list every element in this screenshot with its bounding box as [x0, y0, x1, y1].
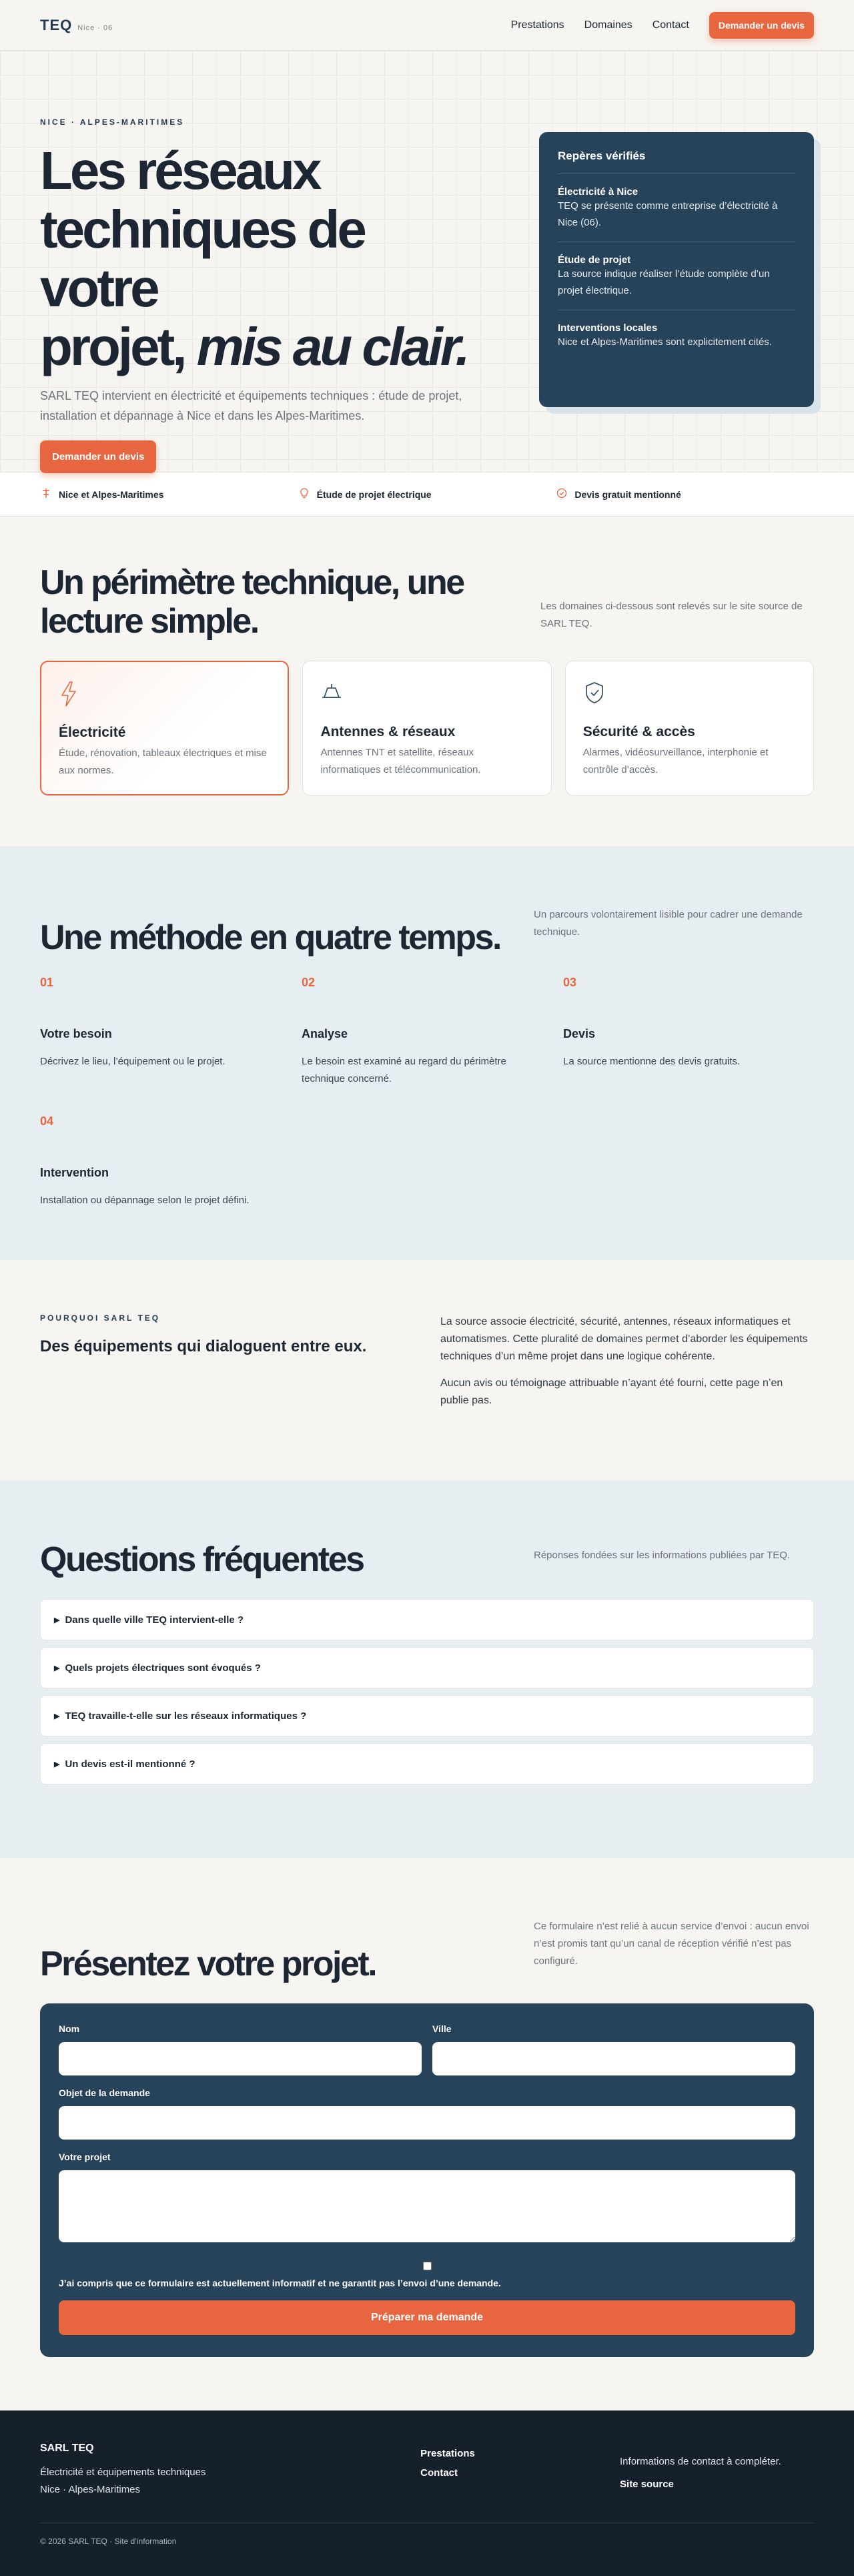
antenna-icon	[320, 680, 533, 707]
verified-facts-card	[539, 132, 814, 407]
faq-title: Questions fréquentes	[40, 1540, 364, 1579]
consent-text: J’ai compris que ce formulaire est actuellement informatif et ne garantit pas l’envoi d’une demande.	[59, 2278, 501, 2288]
faq-question-text: Un devis est-il mentionné ?	[65, 1758, 195, 1770]
caret-right-icon: ▶	[54, 1712, 60, 1720]
step-title: Intervention	[40, 1166, 109, 1179]
shield-check-icon	[583, 680, 796, 707]
caret-right-icon: ▶	[54, 1760, 60, 1768]
strip-item-quote	[556, 488, 814, 501]
contact-section	[0, 1858, 854, 2410]
subject-field-group	[59, 2087, 795, 2140]
why-body	[440, 1313, 814, 1480]
card-text: Antennes TNT et satellite, réseaux informatiques et télécommunication.	[320, 747, 481, 775]
consent-checkbox[interactable]	[423, 2262, 432, 2270]
footer-columns	[40, 2443, 814, 2499]
contact-title: Présentez votre projet.	[40, 1945, 376, 1983]
faq-question-text: Quels projets électriques sont évoqués ?	[65, 1662, 261, 1674]
step-number: 02	[302, 976, 316, 989]
footer-contact-note: Informations de contact à compléter.	[620, 2456, 781, 2467]
lightbulb-icon	[298, 488, 310, 501]
nav-link-contact[interactable]: Contact	[652, 19, 689, 31]
footer-link-prestations[interactable]: Prestations	[420, 2448, 475, 2459]
fact-title: Étude de projet	[558, 254, 631, 266]
why-intro	[40, 1313, 414, 1480]
project-textarea[interactable]	[59, 2170, 795, 2242]
domains-title: Un périmètre technique, une lecture simple.	[40, 563, 464, 641]
brand-logo[interactable]	[40, 17, 113, 34]
card-text: Étude, rénovation, tableaux électriques et mise aux normes.	[59, 747, 267, 776]
faq-section	[0, 1480, 854, 1858]
project-label: Votre projet	[59, 2152, 111, 2162]
why-paragraph: Aucun avis ou témoignage attribuable n’ayant été fourni, cette page n’en publie pas.	[440, 1377, 783, 1406]
nav-link-domaines[interactable]: Domaines	[584, 19, 632, 31]
project-field-group	[59, 2152, 795, 2246]
contact-note: Ce formulaire n’est relié à aucun service d’envoi : aucun envoi n’est promis tant qu’un canal de réception vérifié n’est pas configuré.	[534, 1921, 809, 1967]
lightning-icon	[59, 681, 270, 707]
card-text: Alarmes, vidéosurveillance, interphonie et contrôle d’accès.	[582, 747, 769, 775]
caret-right-icon: ▶	[54, 1664, 60, 1672]
faq-note: Réponses fondées sur les informations publiées par TEQ.	[534, 1550, 791, 1561]
domain-card-securite[interactable]	[565, 661, 814, 795]
faq-header	[40, 1540, 814, 1579]
site-header	[0, 0, 854, 51]
footer-info-column	[620, 2443, 814, 2499]
hero-lead: SARL TEQ intervient en électricité et équipements techniques : étude de projet, installation et dépannage à Nice et dans les Alpes-Maritimes.	[40, 389, 462, 422]
fact-text: TEQ se présente comme entreprise d’électricité à Nice (06).	[558, 200, 778, 228]
method-note: Un parcours volontairement lisible pour cadrer une demande technique.	[534, 909, 803, 938]
faq-question[interactable]	[40, 1743, 814, 1785]
method-title: Une méthode en quatre temps.	[40, 918, 500, 957]
header-quote-button[interactable]: Demander un devis	[709, 12, 814, 39]
fact-text: La source indique réaliser l’étude complète d’un projet électrique.	[558, 268, 770, 296]
city-label: Ville	[432, 2023, 452, 2034]
step-number: 03	[563, 976, 577, 989]
domain-cards	[40, 661, 814, 795]
domain-card-electricite[interactable]	[40, 661, 289, 795]
footer-copyright: © 2026 SARL TEQ · Site d’information	[40, 2523, 814, 2546]
main-nav	[511, 12, 814, 39]
footer-source-link[interactable]: Site source	[620, 2479, 674, 2490]
strip-item-study	[298, 488, 556, 501]
footer-brand: SARL TEQ	[40, 2443, 94, 2454]
caret-right-icon: ▶	[54, 1616, 60, 1624]
why-section	[0, 1260, 854, 1480]
hero-content	[40, 117, 480, 472]
card-title: Sécurité & accès	[582, 724, 695, 739]
hero-title-line-2: techniques de votre	[40, 200, 364, 318]
method-header	[40, 906, 814, 957]
card-title: Antennes & réseaux	[320, 724, 456, 739]
hero-title	[40, 141, 480, 376]
domain-card-antennes[interactable]	[302, 661, 551, 795]
fact-item	[558, 310, 795, 361]
brand-name: TEQ	[40, 16, 73, 33]
brand-subtitle: Nice · 06	[77, 23, 113, 32]
subject-label: Objet de la demande	[59, 2087, 150, 2098]
fact-item	[558, 242, 795, 310]
step-title: Devis	[563, 1027, 596, 1040]
contact-form	[40, 2003, 814, 2357]
faq-question[interactable]	[40, 1695, 814, 1736]
method-steps	[40, 976, 814, 1209]
method-section	[0, 846, 854, 1260]
fact-text: Nice et Alpes-Maritimes sont explicitement cités.	[558, 336, 772, 348]
footer-link-contact[interactable]: Contact	[420, 2467, 458, 2479]
domains-note: Les domaines ci-dessous sont relevés sur le site source de SARL TEQ.	[540, 601, 803, 629]
step-item	[40, 1114, 302, 1209]
why-paragraph: La source associe électricité, sécurité, antennes, réseaux informatiques et automatismes. Cette pluralité de domaines permet d’aborder les équipements techniques d’un même projet dans une logique cohérente.	[440, 1316, 808, 1362]
name-input[interactable]	[59, 2042, 422, 2075]
step-text: Installation ou dépannage selon le projet défini.	[40, 1195, 250, 1206]
footer-tagline	[40, 2464, 420, 2499]
strip-item-location	[40, 488, 298, 501]
name-field-group	[59, 2023, 422, 2075]
domains-header	[40, 563, 814, 641]
facts-card-title: Repères vérifiés	[558, 149, 795, 174]
domains-section	[0, 517, 854, 846]
footer-brand-column	[40, 2443, 420, 2499]
faq-question-text: TEQ travaille-t-elle sur les réseaux informatiques ?	[65, 1710, 307, 1722]
faq-question-text: Dans quelle ville TEQ intervient-elle ?	[65, 1614, 244, 1626]
city-input[interactable]	[432, 2042, 795, 2075]
step-number: 01	[40, 976, 54, 989]
faq-question[interactable]	[40, 1599, 814, 1640]
faq-question[interactable]	[40, 1647, 814, 1688]
fact-title: Interventions locales	[558, 322, 658, 334]
hero-section	[0, 51, 854, 472]
step-item	[302, 976, 563, 1088]
why-title: Des équipements qui dialoguent entre eux.	[40, 1337, 367, 1355]
fact-title: Électricité à Nice	[558, 186, 638, 198]
form-row	[59, 2023, 795, 2075]
footer-links-column	[420, 2443, 620, 2499]
strip-label: Nice et Alpes-Maritimes	[59, 489, 164, 500]
fact-item	[558, 174, 795, 242]
faq-list	[40, 1599, 814, 1785]
step-item	[40, 976, 302, 1088]
hero-quote-button[interactable]: Demander un devis	[40, 440, 156, 473]
hero-title-emphasis: mis au clair.	[196, 317, 468, 376]
hero-title-line-3: projet,	[40, 317, 197, 376]
footer-tagline-line-2: Nice · Alpes-Maritimes	[40, 2484, 141, 2495]
step-item	[563, 976, 825, 1088]
footer-tagline-line-1: Électricité et équipements techniques	[40, 2467, 206, 2478]
map-pin-icon	[40, 488, 52, 501]
site-footer	[0, 2410, 854, 2576]
submit-button[interactable]: Préparer ma demande	[59, 2300, 795, 2335]
step-number: 04	[40, 1114, 54, 1128]
hero-eyebrow: NICE · ALPES-MARITIMES	[40, 117, 185, 127]
contact-header	[40, 1918, 814, 1983]
check-circle-icon	[556, 488, 568, 501]
strip-label: Devis gratuit mentionné	[574, 489, 681, 500]
name-label: Nom	[59, 2023, 80, 2034]
strip-label: Étude de projet électrique	[316, 489, 432, 500]
why-eyebrow: POURQUOI SARL TEQ	[40, 1313, 161, 1323]
nav-link-prestations[interactable]: Prestations	[510, 19, 564, 31]
city-field-group	[432, 2023, 795, 2075]
consent-group	[59, 2262, 795, 2288]
hero-title-line-1: Les réseaux	[40, 141, 320, 200]
step-text: Décrivez le lieu, l’équipement ou le projet.	[40, 1056, 226, 1067]
step-text: La source mentionne des devis gratuits.	[563, 1056, 741, 1067]
card-title: Électricité	[59, 725, 126, 740]
info-strip	[0, 472, 854, 517]
step-title: Analyse	[302, 1027, 348, 1040]
step-title: Votre besoin	[40, 1027, 112, 1040]
subject-input[interactable]	[59, 2106, 795, 2140]
step-text: Le besoin est examiné au regard du périmètre technique concerné.	[302, 1056, 506, 1084]
